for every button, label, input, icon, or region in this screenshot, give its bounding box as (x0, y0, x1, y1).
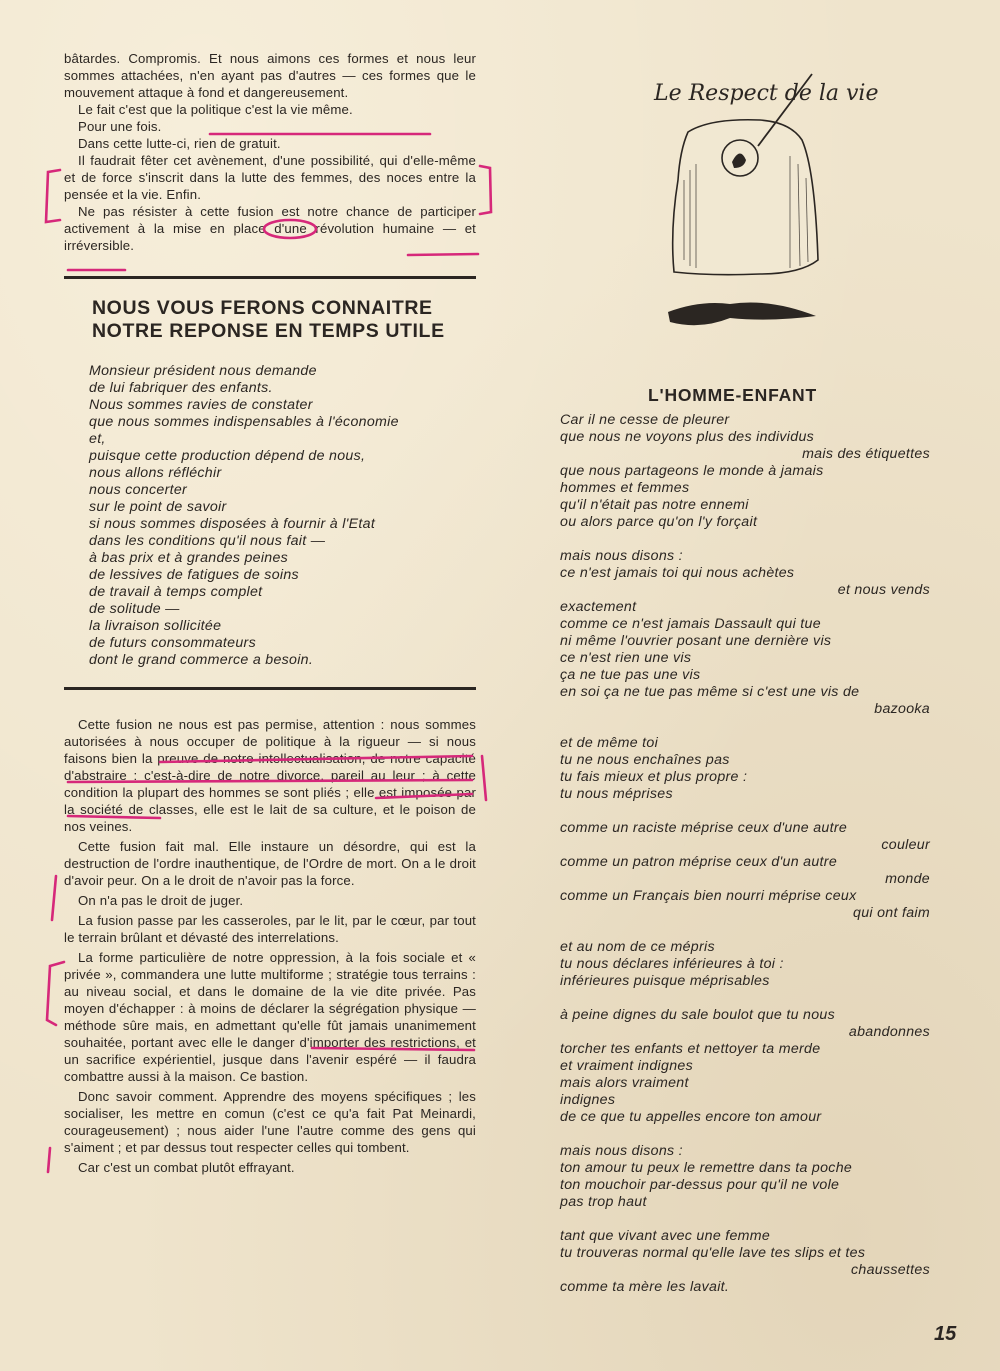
headline-line: NOUS VOUS FERONS CONNAITRE (92, 297, 433, 319)
margin-bracket (480, 166, 491, 214)
intro-paragraph: Le fait c'est que la politique c'est la vie même. (78, 102, 353, 117)
stanza-break (560, 803, 930, 820)
poem-line: tu nous méprises (560, 786, 673, 802)
poem-line: inférieures puisque méprisables (560, 973, 770, 989)
intro-text (64, 50, 476, 254)
stanza-break (560, 718, 930, 735)
poem-line: qui ont faim (853, 905, 930, 921)
sack-shape (673, 120, 818, 275)
intro-paragraph: Dans cette lutte-ci, rien de gratuit. (78, 136, 281, 151)
poem-line: de ce que tu appelles encore ton amour (560, 1109, 822, 1125)
poem-line: indignes (560, 1092, 616, 1108)
poem-line: ton amour tu peux le remettre dans ta poche (560, 1160, 853, 1176)
poem-line: et au nom de ce mépris (560, 939, 715, 955)
poem-line: couleur (881, 837, 930, 853)
stanza-break (560, 531, 930, 548)
poem-line: et nous vends (837, 582, 930, 598)
stanza-break (560, 1211, 930, 1228)
poem-line: pas trop haut (560, 1194, 647, 1210)
poem-line: ce n'est jamais toi qui nous achètes (560, 565, 795, 581)
intro-paragraph: Ne pas résister à cette fusion est notre chance de participer activement à la mise en place d'une révolution humaine — et irréversible. (64, 204, 476, 253)
poem-line: de solitude — (89, 601, 180, 617)
poem-title: L'HOMME-ENFANT (648, 384, 817, 405)
poem-line: tu fais mieux et plus propre : (560, 769, 748, 785)
poem-line: qu'il n'était pas notre ennemi (560, 497, 749, 513)
poem-president (64, 363, 476, 669)
poem-line: comme un raciste méprise ceux d'une autre (560, 820, 848, 836)
margin-bracket (46, 170, 60, 222)
poem-line: tu trouveras normal qu'elle lave tes slips et tes (560, 1245, 866, 1261)
poem-line: en soi ça ne tue pas même si c'est une vis de (560, 684, 860, 700)
poem-line: torcher tes enfants et nettoyer ta merde (560, 1041, 821, 1057)
body-paragraph: Car c'est un combat plutôt effrayant. (78, 1160, 295, 1175)
poem-line: puisque cette production dépend de nous, (89, 448, 366, 464)
poem-line: nous allons réfléchir (89, 465, 222, 481)
poem-line: Nous sommes ravies de constater (89, 397, 313, 413)
headline-line: NOTRE REPONSE EN TEMPS UTILE (92, 320, 445, 342)
poem-line: ton mouchoir par-dessus pour qu'il ne vole (560, 1177, 840, 1193)
stanza-break (560, 990, 930, 1007)
poem-line: Car il ne cesse de pleurer (560, 412, 730, 428)
poem-line: nous concerter (89, 482, 188, 498)
page-number: 15 (934, 1323, 957, 1345)
poem-line: comme ce n'est jamais Dassault qui tue (560, 616, 821, 632)
poem-line: abandonnes (848, 1024, 930, 1040)
stanza-break (560, 922, 930, 939)
intro-paragraph: bâtardes. Compromis. Et nous aimons ces formes et nous leur sommes attachées, n'en ayant pas d'autres — ces formes que le mouvement attaque à fond et dangereusement. (64, 51, 476, 100)
poem-line: et, (89, 431, 106, 447)
illustration-caption: Le Respect de la vie (654, 81, 879, 106)
poem-line: de lessives de fatigues de soins (89, 567, 299, 583)
body-paragraph: Donc savoir comment. Apprendre des moyens spécifiques ; les socialiser, les mettre en comun (c'est ce qu'a fait Pat Meinardi, courageusement) ; nous aider l'une l'autre comme des gens qui s'aiment ; et par dessus tout respecter celles qui tombent. (64, 1089, 476, 1155)
poem-line: que nous sommes indispensables à l'économie (89, 414, 399, 430)
poem-line: que nous ne voyons plus des individus (560, 429, 815, 445)
intro-paragraph: Pour une fois. (78, 119, 162, 134)
poem-line: bazooka (874, 701, 930, 717)
body-paragraph: Cette fusion ne nous est pas permise, attention : nous sommes autorisées à nous occuper de politique à la rigueur — si nous faisons bien la preuve de notre intellectualisation, de notre capacité d'abstraire : c'est-à-dire de notre divorce, pareil au leur ; à cette condition la plupart des hommes se sont pliés ; elle est imposée par la société de classes, elle est le lait de sa culture, et le poison de nos veines. (64, 717, 476, 834)
poem-line: exactement (560, 599, 637, 615)
poem-line: comme un Français bien nourri méprise ceux (560, 888, 857, 904)
poem-line: à bas prix et à grandes peines (89, 550, 289, 566)
lying-figure (668, 303, 816, 326)
poem-line: comme un patron méprise ceux d'un autre (560, 854, 838, 870)
stanza-break (560, 1126, 930, 1143)
poem-line: comme ta mère les lavait. (560, 1279, 730, 1295)
poem-line: de travail à temps complet (89, 584, 263, 600)
margin-mark (482, 756, 486, 800)
right-column (560, 412, 930, 1296)
body-paragraph: On n'a pas le droit de juger. (78, 893, 244, 908)
poem-line: sur le point de savoir (89, 499, 227, 515)
body-text (64, 716, 476, 1176)
poem-line: ni même l'ouvrier posant une dernière vis (560, 633, 832, 649)
section-headline (64, 297, 476, 343)
poem-line: mais nous disons : (560, 1143, 683, 1159)
poem-line: ça ne tue pas une vis (560, 667, 701, 683)
poem-line: monde (885, 871, 930, 887)
poem-line: tu ne nous enchaînes pas (560, 752, 730, 768)
poem-line: dont le grand commerce a besoin. (89, 652, 314, 668)
poem-line: ou alors parce qu'on l'y forçait (560, 514, 758, 530)
intro-paragraph: Il faudrait fêter cet avènement, d'une possibilité, qui d'elle-même et de force s'inscrit dans la lutte des femmes, des noces entre la pensée et la vie. Enfin. (64, 153, 476, 202)
poem-line: de lui fabriquer des enfants. (89, 380, 273, 396)
poem-line: si nous sommes disposées à fournir à l'Etat (89, 516, 376, 532)
poem-line: mais nous disons : (560, 548, 683, 564)
margin-mark (48, 1148, 50, 1172)
poem-line: mais alors vraiment (560, 1075, 689, 1091)
poem-homme-enfant (560, 412, 930, 1296)
margin-bracket (52, 876, 56, 920)
poem-line: et de même toi (560, 735, 659, 751)
poem-line: chaussettes (850, 1262, 930, 1278)
poem-line: que nous partageons le monde à jamais (560, 463, 824, 479)
poem-line: et vraiment indignes (560, 1058, 693, 1074)
respect-de-la-vie-illustration (640, 60, 879, 340)
body-paragraph: Cette fusion fait mal. Elle instaure un désordre, qui est la destruction de l'ordre inauthentique, de l'Ordre de mort. On a le droit d'avoir peur. On a le droit de n'avoir pas la force. (64, 839, 476, 888)
poem-line: à peine dignes du sale boulot que tu nous (560, 1007, 835, 1023)
poem-line: hommes et femmes (560, 480, 690, 496)
poem-line: tant que vivant avec une femme (560, 1228, 771, 1244)
poem-line: la livraison sollicitée (89, 618, 222, 634)
poem-line: tu nous déclares inférieures à toi : (560, 956, 784, 972)
left-column (64, 50, 476, 1176)
body-paragraph: La forme particulière de notre oppression, à la fois sociale et « privée », commandera une lutte multiforme ; stratégie tous terrains : au niveau social, et dans le domaine de la vie dite privée. Pas moyen d'échapper : à moins de déclarer la ségrégation physique — méthode sûre mais, en admettant qu'elle fût jamais unanimement souhaitée, portant avec elle le danger d'importer des restrictions, et un sacrifice expérientiel, jusque dans l'avenir espéré — il faudra combattre aussi à la maison. Ce bastion. (64, 950, 476, 1084)
poem-line: Monsieur président nous demande (89, 363, 317, 379)
body-paragraph: La fusion passe par les casseroles, par le lit, par le cœur, par tout le terrain brûlant et dévasté des interrelations. (64, 913, 476, 945)
poem-line: dans les conditions qu'il nous fait — (89, 533, 326, 549)
poem-line: de futurs consommateurs (89, 635, 256, 651)
poem-line: ce n'est rien une vis (560, 650, 692, 666)
margin-bracket (47, 962, 64, 1025)
poem-line: mais des étiquettes (802, 446, 930, 462)
